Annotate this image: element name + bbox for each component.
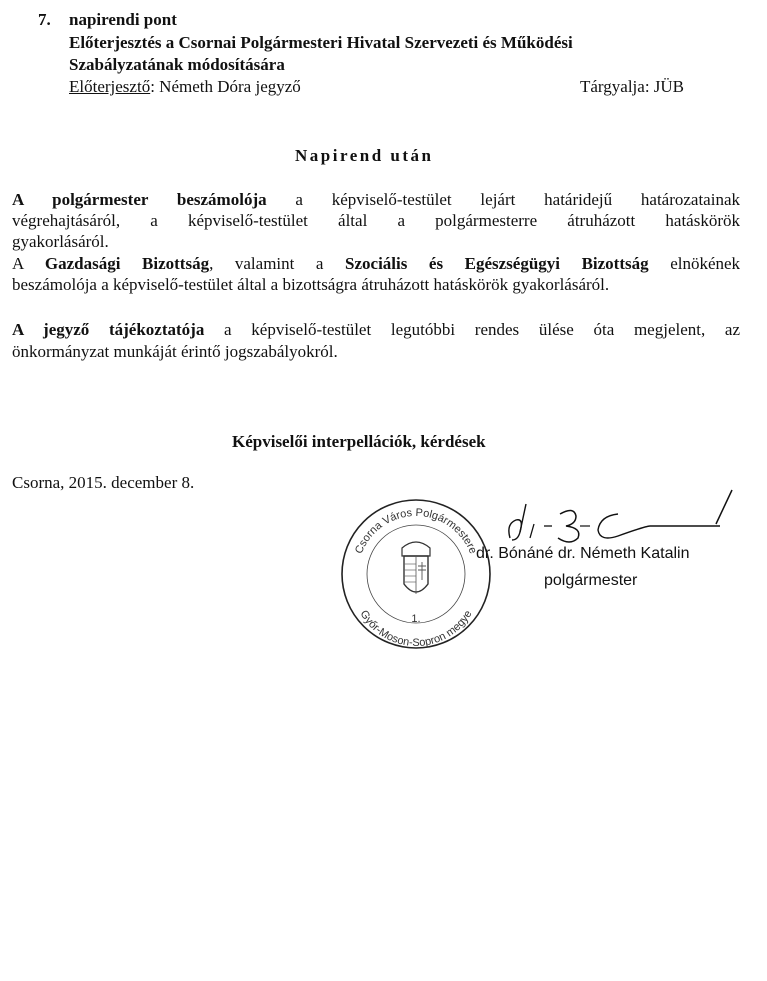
notary-report-rest: a képviselő-testület legutóbbi rendes ülése óta megjelent, az (224, 320, 741, 339)
presenter-label: Előterjesztő (69, 77, 151, 96)
report-mayor-rest: a képviselő-testület lejárt határidejű határozatainak (295, 190, 740, 209)
signatory-name: dr. Bónáné dr. Németh Katalin (476, 545, 690, 562)
official-stamp (338, 496, 494, 652)
interpellations-heading: Képviselői interpellációk, kérdések (232, 432, 486, 451)
report-mayor-line2: végrehajtásáról, a képviselő-testület által a polgármesterre átruházott hatáskörök (12, 211, 740, 230)
committee-report-mid: , valamint a (209, 254, 324, 273)
notary-report-bold: A jegyző tájékoztatója (12, 320, 205, 339)
committee-report-end: elnökének (670, 254, 741, 273)
economic-committee: Gazdasági Bizottság (44, 254, 210, 273)
stamp-number: 1. (411, 613, 421, 625)
agenda-item-title-line2: Szabályzatának módosítására (69, 55, 285, 74)
notary-report-line1 (12, 320, 740, 340)
social-health-committee: Szociális és Egészségügyi Bizottság (345, 254, 649, 273)
place-date: Csorna, 2015. december 8. (12, 473, 195, 492)
report-mayor-bold: A polgármester beszámolója (12, 190, 267, 209)
handwritten-signature (500, 486, 740, 548)
committee-report-line2: beszámolója a képviselő-testület által a bizottságra átruházott hatáskörök gyakorlásáról. (12, 275, 610, 294)
presenter-line (69, 77, 301, 97)
notary-report-line2: önkormányzat munkáját érintő jogszabályokról. (12, 342, 338, 361)
stamp-top-text: Csorna Város Polgármestere (353, 506, 479, 556)
report-mayor-line3: gyakorlásáról. (12, 232, 109, 251)
committee-report-a: A (12, 254, 24, 273)
signatory-role: polgármester (544, 572, 638, 589)
discussed-by: Tárgyalja: JÜB (580, 77, 685, 96)
committee-report-line1 (12, 254, 740, 274)
coat-of-arms-icon (402, 542, 430, 594)
report-mayor-line1 (12, 190, 740, 210)
after-agenda-heading: Napirend után (295, 146, 434, 165)
stamp-bottom-text: Győr-Moson-Sopron megye (357, 608, 475, 650)
agenda-item-number: 7. (38, 10, 51, 29)
agenda-item-title-line1: Előterjesztés a Csornai Polgármesteri Hivatal Szervezeti és Működési (69, 33, 573, 52)
presenter-name: : Németh Dóra jegyző (150, 77, 301, 96)
agenda-item-label: napirendi pont (69, 10, 177, 29)
